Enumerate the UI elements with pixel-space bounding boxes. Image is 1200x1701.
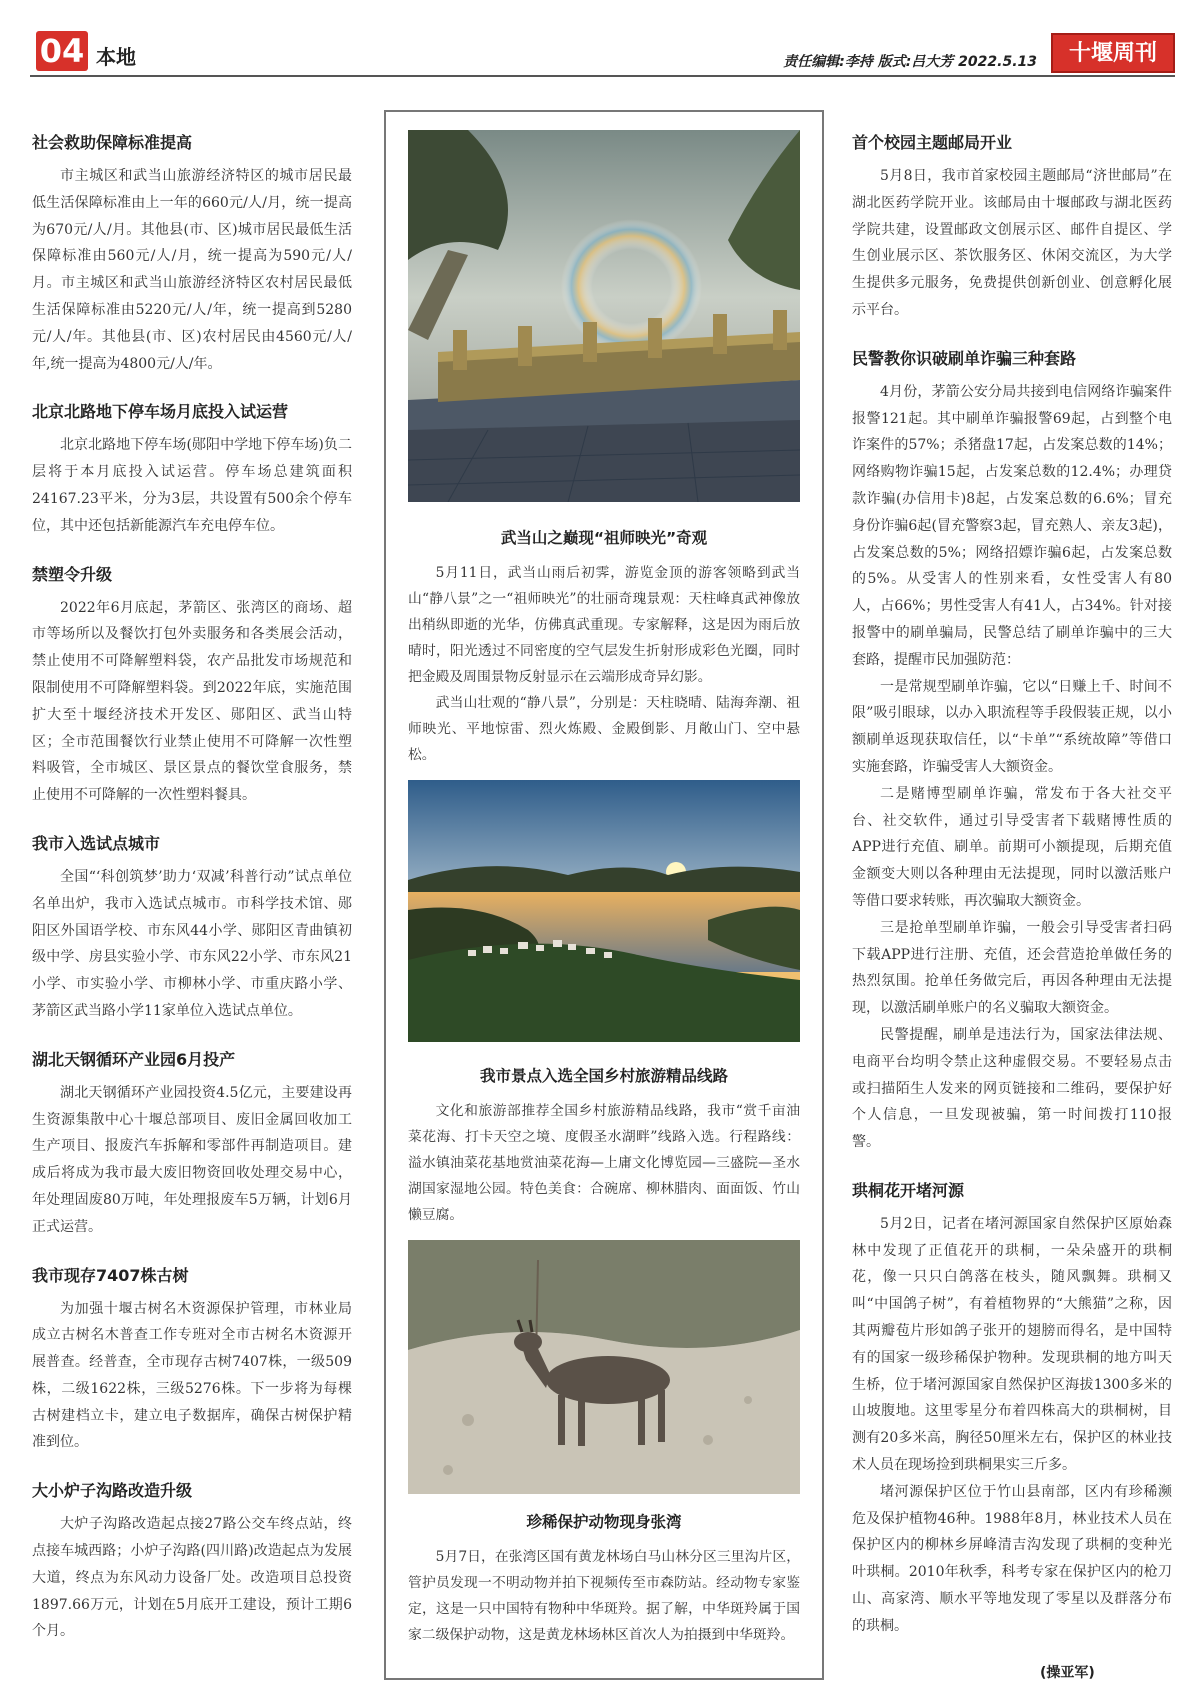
feature-box: [384, 110, 824, 1680]
article-title: 首个校园主题邮局开业: [852, 133, 1013, 152]
article-body: 4月份，茅箭公安分局共接到电信网络诈骗案件报警121起。其中刷单诈骗报警69起，占到整个电诈案件的57%；杀猪盘17起，占发案总数的14%；网络购物诈骗15起，占发案总数的12.4%；办理贷款诈骗(办信用卡)8起，占发案总数的6.6%；冒充身份诈骗6起(冒充警察3起，冒充熟人、亲友3起)，占发案总数的5%；网络招嫖诈骗6起，占发案总数的5%。从受害人的性别来看，女性受害人有80人，占66%；男性受害人有41人，占34%。针对接报警中的刷单骗局，民警总结了刷单诈骗中的三大套路，提醒市民加强防范：: [852, 383, 1172, 668]
section-title: 本地: [96, 45, 136, 69]
goral-photo: [408, 1240, 800, 1494]
editor-credits: 责任编辑:李持 版式:吕大芳 2022.5.13: [783, 54, 1037, 70]
article-title: 珙桐花开堵河源: [852, 1180, 965, 1200]
article-body: 为加强十堰古树名木资源保护管理，市林业局成立古树名木普查工作专班对全市古树名木资源开展普查。经普查，全市现存古树7407株，一级509株，二级1622株，三级5276株。下一步将为每棵古树建档立卡，建立电子数据库，确保古树保护精准到位。: [32, 1300, 352, 1451]
article-title: 社会救助保障标准提高: [32, 133, 193, 152]
article-body: 湖北天钢循环产业园投资4.5亿元，主要建设再生资源集散中心十堰总部项目、废旧金属回收加工生产项目、报废汽车拆解和零部件再制造项目。建成后将成为我市最大废旧物资回收处理交易中心，年处理固废80万吨，年处理报废车5万辆，计划6月正式运营。: [32, 1084, 352, 1235]
article-title: 禁塑令升级: [32, 564, 113, 584]
article-title: 大小炉子沟路改造升级: [32, 1481, 193, 1501]
masthead: [30, 25, 1175, 77]
article-body: 大炉子沟路改造起点接27路公交车终点站，终点接车城西路；小炉子沟路(四川路)改造起点为发展大道，终点为东风动力设备厂处。改造项目总投资1897.66万元，计划在5月底开工建设，预计工期6个月。: [32, 1516, 352, 1640]
page-number: 04: [36, 31, 88, 71]
article-title: 民警教你识破刷单诈骗三种套路: [852, 348, 1077, 368]
photo-caption: 武当山之巅现“祖师映光”奇观: [500, 529, 708, 547]
brand-logo: 十堰周刊: [1051, 33, 1175, 73]
article-body: 一是常规型刷单诈骗，它以“日赚上千、时间不限”吸引眼球，以办入职流程等手段假装正规，以小额刷单返现获取信任，以“卡单”“系统故障”等借口实施套路，诈骗受害人大额资金。: [852, 678, 1172, 775]
left-column: [32, 110, 352, 1645]
article-body: 2022年6月底起，茅箭区、张湾区的商场、超市等场所以及餐饮打包外卖服务和各类展会活动，禁止使用不可降解塑料袋，农产品批发市场规范和限制使用不可降解塑料袋。到2022年底，实施范围扩大至十堰经济技术开发区、郧阳区、武当山特区；全市范围餐饮行业禁止使用不可降解一次性塑料吸管，全市城区、景区景点的餐饮堂食服务，禁止使用不可降解的一次性塑料餐具。: [32, 599, 352, 804]
article-body: 三是抢单型刷单诈骗，一般会引导受害者扫码下载APP进行注册、充值，还会营造抢单做任务的热烈氛围。抢单任务做完后，再因各种理由无法提现，以激活刷单账户的名义骗取大额资金。: [852, 919, 1172, 1017]
article-body: 北京北路地下停车场(郧阳中学地下停车场)负二层将于本月底投入试运营。停车场总建筑面积24167.23平米，分为3层，共设置有500余个停车位，其中还包括新能源汽车充电停车位。: [32, 437, 352, 534]
article-body: 全国“‘科创筑梦’助力‘双减’科普行动”试点单位名单出炉，我市入选试点城市。市科学技术馆、郧阳区外国语学校、市东风44小学、郧阳区青曲镇初级中学、房县实验小学、市东风22小学、市东风21小学、市实验小学、市柳林小学、市重庆路小学、茅箭区武当路小学11家单位入选试点单位。: [32, 868, 352, 1019]
article-body: 堵河源保护区位于竹山县南部，区内有珍稀濒危及保护植物46种。1988年8月，林业技术人员在保护区内的柳林乡屏峰清吉沟发现了珙桐的变种光叶珙桐。2010年秋季，科考专家在保护区内的枪刀山、高家湾、顺水平等地发现了零星以及群落分布的珙桐。: [852, 1483, 1172, 1634]
article-body: 武当山壮观的“静八景”，分别是：天柱晓晴、陆海奔潮、祖师映光、平地惊雷、烈火炼殿、金殿倒影、月敞山门、空中悬松。: [408, 695, 800, 763]
article-title: 我市现存7407株古树: [32, 1265, 189, 1285]
article-body: 文化和旅游部推荐全国乡村旅游精品线路，我市“赏千亩油菜花海、打卡天空之境、度假圣水湖畔”线路入选。行程路线：溢水镇油菜花基地赏油菜花海—上庸文化博览园—三盛院—圣水湖国家湿地公园。特色美食：合碗席、柳林腊肉、面面饭、竹山懒豆腐。: [408, 1103, 800, 1223]
photo-caption: 我市景点入选全国乡村旅游精品线路: [479, 1067, 728, 1085]
article-title: 我市入选试点城市: [32, 833, 161, 853]
article-title: 湖北天钢循环产业园6月投产: [32, 1049, 236, 1069]
article-body: 二是赌博型刷单诈骗，常发布于各大社交平台、社交软件，通过引导受害者下载赌博性质的APP进行充值、刷单。前期可小额提现，后期充值金额变大则以各种理由无法提现，同时以激活账户等借口要求转账，再次骗取大额资金。: [852, 785, 1172, 909]
wudang-summit-photo: [408, 130, 800, 502]
article-body: 5月11日，武当山雨后初霁，游览金顶的游客领略到武当山“静八景”之一“祖师映光”的壮丽奇瑰景观：天柱峰真武神像放出稍纵即逝的光华，仿佛真武重现。专家解释，这是因为雨后放晴时，阳光透过不同密度的空气层发生折射形成彩色光圈，同时把金殿及周围景物反射显示在云端形成奇异幻影。: [408, 565, 800, 685]
article-body: 5月2日，记者在堵河源国家自然保护区原始森林中发现了正值花开的珙桐，一朵朵盛开的珙桐花，像一只只白鸽落在枝头，随风飘舞。珙桐又叫“中国鸽子树”，有着植物界的“大熊猫”之称，因其两瓣苞片形如鸽子张开的翅膀而得名，是中国特有的国家一级珍稀保护物种。发现珙桐的地方叫天生桥，位于堵河源国家自然保护区海拔1300多米的山坡腹地。这里零星分布着四株高大的珙桐树，目测有20多米高，胸径50厘米左右，保护区的林业技术人员在现场捡到珙桐果实三斤多。: [852, 1215, 1172, 1474]
right-column: [852, 110, 1172, 1640]
lake-sunset-photo: [408, 780, 800, 1042]
article-body: 5月8日，我市首家校园主题邮局“济世邮局”在湖北医药学院开业。该邮局由十堰邮政与湖北医药学院共建，设置邮政文创展示区、邮件自提区、学生创业展示区、茶饮服务区、休闲交流区，为大学生提供多元服务，免费提供创新创业、创意孵化展示平台。: [852, 168, 1172, 318]
photo-caption: 珍稀保护动物现身张湾: [526, 1513, 682, 1531]
article-body: 市主城区和武当山旅游经济特区的城市居民最低生活保障标准由上一年的660元/人/月，统一提高为670元/人/月。其他县(市、区)城市居民最低生活保障标准由560元/人/月，统一提高为590元/人/月。市主城区和武当山旅游经济特区农村居民最低生活保障标准由5220元/人/年，统一提高到5280元/人/年。其他县(市、区)农村居民由4560元/人/年,统一提高为4800元/人/年。: [32, 168, 352, 372]
article-body: 5月7日，在张湾区国有黄龙林场白马山林分区三里沟片区，管护员发现一不明动物并拍下视频传至市森防站。经动物专家鉴定，这是一只中国特有物种中华斑羚。据了解，中华斑羚属于国家二级保护动物，这是黄龙林场林区首次人为拍摄到中华斑羚。: [408, 1549, 800, 1643]
author-byline: (操亚军): [1040, 1665, 1095, 1681]
article-body: 民警提醒，刷单是违法行为，国家法律法规、电商平台均明令禁止这种虚假交易。不要轻易点击或扫描陌生人发来的网页链接和二维码，要保护好个人信息，一旦发现被骗，第一时间拨打110报警。: [852, 1026, 1172, 1151]
article-title: 北京北路地下停车场月底投入试运营: [32, 402, 289, 422]
